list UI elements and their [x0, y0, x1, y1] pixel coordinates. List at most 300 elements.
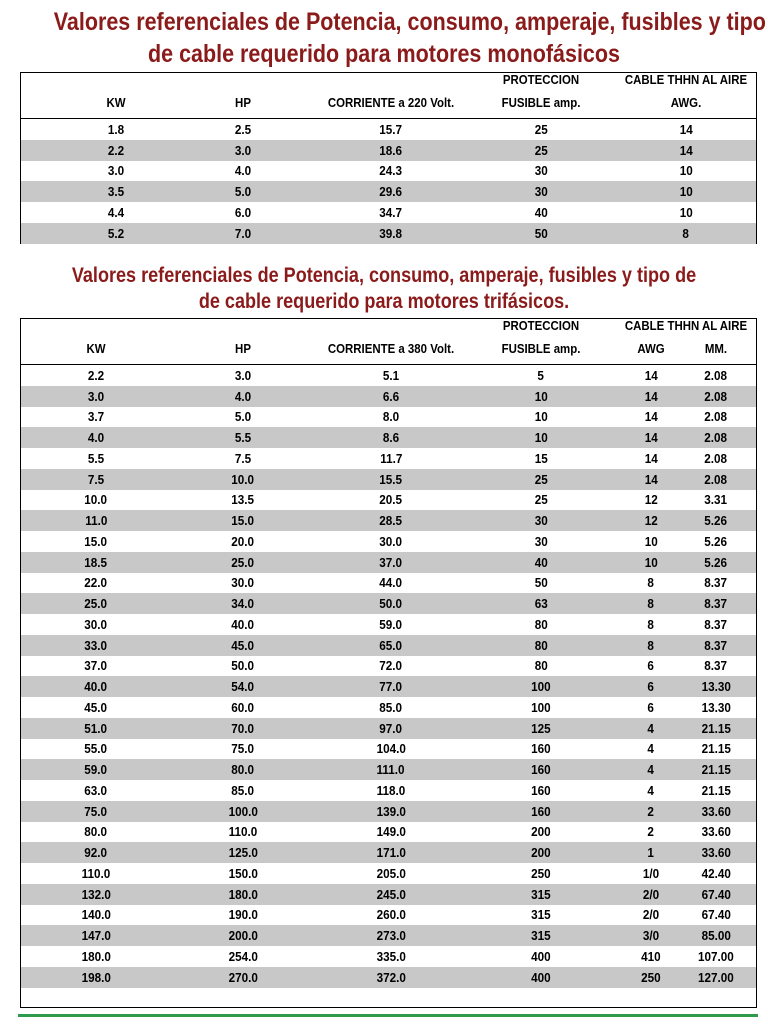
cell-value: 45.0 — [231, 637, 255, 653]
cell-value: 34.7 — [379, 205, 403, 221]
cell-value: 63.0 — [84, 782, 108, 798]
cell-value: 60.0 — [231, 699, 255, 715]
cell-value: 8 — [647, 616, 655, 632]
table-row — [21, 614, 756, 635]
cell-mm — [686, 842, 746, 863]
cell-current — [301, 697, 481, 718]
cell-value: 273.0 — [376, 928, 406, 944]
cell-value: 110.0 — [228, 824, 258, 840]
cell-value: 8.37 — [704, 575, 728, 591]
cell-value: 80 — [534, 637, 548, 653]
cell-current — [301, 759, 481, 780]
cell-current — [301, 119, 481, 140]
cell-value: 21.15 — [701, 741, 731, 757]
cell-value: 25 — [534, 471, 548, 487]
cell-current — [301, 656, 481, 677]
cell-value: 110.0 — [81, 865, 111, 881]
cell-value: 11.7 — [379, 450, 403, 466]
cell-kw — [56, 925, 136, 946]
cell-kw — [56, 593, 136, 614]
cell-protection — [481, 739, 601, 760]
cell-value: 4.0 — [87, 430, 105, 446]
cell-value: 3.0 — [107, 163, 125, 179]
cell-value: 2 — [647, 803, 655, 819]
cell-value: 14 — [644, 471, 658, 487]
cell-mm — [686, 967, 746, 988]
cell-hp — [203, 801, 283, 822]
cell-value: 30 — [534, 513, 548, 529]
table-row — [21, 656, 756, 677]
cell-awg — [621, 573, 681, 594]
cell-value: 250 — [531, 865, 551, 881]
cell-hp — [203, 531, 283, 552]
cell-mm — [686, 386, 746, 407]
cell-value: 2/0 — [642, 886, 660, 902]
cell-value: 118.0 — [376, 782, 406, 798]
table-row — [21, 490, 756, 511]
cell-protection — [481, 925, 601, 946]
cell-hp — [203, 842, 283, 863]
cell-current — [301, 448, 481, 469]
cell-awg — [621, 635, 681, 656]
cell-protection — [481, 531, 601, 552]
cell-value: 50.0 — [379, 596, 403, 612]
cell-awg — [621, 780, 681, 801]
cell-value: 40.0 — [231, 616, 255, 632]
cell-awg — [621, 427, 681, 448]
cell-value: 8.0 — [382, 409, 400, 425]
tri-title-line1: Valores referenciales de Potencia, consumo, amperaje, fusibles y tipo de — [71, 264, 697, 287]
cell-value: 147.0 — [81, 928, 111, 944]
table-row — [21, 531, 756, 552]
cell-value: 8 — [647, 596, 655, 612]
cell-value: 5.5 — [87, 450, 105, 466]
cell-value: 1.8 — [107, 121, 125, 137]
cell-value: 59.0 — [84, 762, 108, 778]
table-row — [21, 863, 756, 884]
cell-value: 111.0 — [376, 762, 405, 778]
cell-protection — [481, 573, 601, 594]
cell-mm — [686, 427, 746, 448]
tri-table-header — [21, 319, 756, 365]
cell-current — [301, 552, 481, 573]
cell-kw — [76, 202, 156, 223]
cell-hp — [203, 490, 283, 511]
cell-current — [301, 614, 481, 635]
cell-mm — [686, 635, 746, 656]
cell-value: 315 — [531, 928, 551, 944]
cell-value: 8 — [682, 225, 690, 241]
cell-protection — [481, 365, 601, 386]
cell-current — [301, 863, 481, 884]
cell-hp — [203, 469, 283, 490]
cell-value: 80.0 — [84, 824, 108, 840]
cell-mm — [686, 905, 746, 926]
header-current: CORRIENTE a 220 Volt. — [327, 95, 455, 110]
cell-value: 67.40 — [701, 886, 731, 902]
cell-value: 33.60 — [701, 824, 731, 840]
cell-hp — [203, 161, 283, 182]
cell-value: 10 — [534, 409, 548, 425]
cell-mm — [686, 614, 746, 635]
cell-hp — [203, 676, 283, 697]
cell-value: 97.0 — [379, 720, 403, 736]
cell-mm — [686, 739, 746, 760]
cell-value: 50 — [534, 575, 548, 591]
cell-protection — [481, 614, 601, 635]
cell-value: 1 — [647, 845, 655, 861]
cell-value: 14 — [679, 121, 693, 137]
cell-kw — [56, 573, 136, 594]
cell-value: 5.0 — [234, 409, 252, 425]
cell-value: 12 — [644, 513, 658, 529]
table-row — [21, 427, 756, 448]
cell-value: 149.0 — [376, 824, 406, 840]
cell-value: 25.0 — [231, 554, 255, 570]
cell-value: 160 — [531, 741, 551, 757]
cell-protection — [481, 448, 601, 469]
cell-value: 21.15 — [701, 762, 731, 778]
cell-value: 125.0 — [228, 845, 258, 861]
cell-kw — [56, 407, 136, 428]
cell-hp — [203, 181, 283, 202]
cell-kw — [56, 842, 136, 863]
cell-kw — [76, 140, 156, 161]
cell-value: 28.5 — [379, 513, 403, 529]
cell-kw — [56, 967, 136, 988]
cell-value: 260.0 — [376, 907, 406, 923]
cell-mm — [686, 863, 746, 884]
cell-value: 13.5 — [231, 492, 255, 508]
table-row — [21, 119, 756, 140]
cell-hp — [203, 718, 283, 739]
cell-value: 5.0 — [234, 184, 252, 200]
cell-protection — [481, 552, 601, 573]
cell-hp — [203, 946, 283, 967]
cell-mm — [686, 552, 746, 573]
cell-value: 2/0 — [642, 907, 660, 923]
cell-value: 8.37 — [704, 596, 728, 612]
header-cable-awg: AWG. — [670, 95, 702, 110]
cell-value: 315 — [531, 907, 551, 923]
cell-hp — [203, 863, 283, 884]
cell-value: 245.0 — [376, 886, 406, 902]
mono-table — [20, 72, 757, 244]
cell-awg — [621, 718, 681, 739]
cell-value: 18.6 — [379, 142, 403, 158]
header-hp: HP — [235, 341, 251, 356]
cell-value: 13.30 — [701, 679, 731, 695]
cell-value: 59.0 — [379, 616, 403, 632]
cell-kw — [56, 614, 136, 635]
cell-value: 6.0 — [234, 205, 252, 221]
cell-current — [301, 842, 481, 863]
cell-current — [301, 905, 481, 926]
cell-value: 3.5 — [107, 184, 125, 200]
header-cable-awg: AWG — [637, 341, 665, 356]
cell-value: 2.08 — [704, 450, 728, 466]
cell-awg — [621, 531, 681, 552]
tri-title-line2: de cable requerido para motores trifásicos. — [198, 290, 570, 313]
cell-value: 139.0 — [376, 803, 406, 819]
table-row — [21, 801, 756, 822]
table-row — [21, 552, 756, 573]
cell-protection — [481, 697, 601, 718]
cell-protection — [481, 181, 601, 202]
cell-value: 2.08 — [704, 388, 728, 404]
mono-table-header — [21, 73, 756, 119]
cell-hp — [203, 140, 283, 161]
cell-kw — [56, 656, 136, 677]
cell-value: 3.7 — [87, 409, 105, 425]
cell-value: 6.6 — [382, 388, 400, 404]
cell-value: 10 — [679, 205, 693, 221]
table-row — [21, 469, 756, 490]
cell-current — [301, 635, 481, 656]
cell-value: 3.31 — [704, 492, 728, 508]
cell-value: 4 — [647, 762, 655, 778]
cell-value: 160 — [531, 803, 551, 819]
cell-protection — [481, 967, 601, 988]
cell-protection — [481, 490, 601, 511]
cell-value: 33.0 — [84, 637, 108, 653]
cell-kw — [56, 552, 136, 573]
cell-value: 254.0 — [228, 948, 258, 964]
cell-value: 127.00 — [698, 969, 734, 985]
cell-protection — [481, 759, 601, 780]
cell-current — [301, 718, 481, 739]
header-current: CORRIENTE a 380 Volt. — [327, 341, 455, 356]
cell-mm — [686, 780, 746, 801]
cell-value: 6 — [647, 658, 655, 674]
cell-value: 22.0 — [84, 575, 108, 591]
cell-current — [301, 510, 481, 531]
cell-value: 3/0 — [642, 928, 660, 944]
cell-value: 2.08 — [704, 471, 728, 487]
cell-protection — [481, 223, 601, 244]
cell-value: 54.0 — [231, 679, 255, 695]
cell-hp — [203, 925, 283, 946]
cell-kw — [56, 448, 136, 469]
cell-awg — [621, 614, 681, 635]
cell-value: 21.15 — [701, 720, 731, 736]
cell-mm — [686, 531, 746, 552]
cell-kw — [56, 801, 136, 822]
cell-value: 30.0 — [379, 533, 403, 549]
cell-value: 3.0 — [234, 142, 252, 158]
header-cable-mm: MM. — [704, 341, 728, 356]
cell-mm — [686, 573, 746, 594]
cell-current — [301, 946, 481, 967]
cell-kw — [56, 490, 136, 511]
cell-value: 200 — [531, 845, 551, 861]
cell-hp — [203, 967, 283, 988]
cell-value: 150.0 — [228, 865, 258, 881]
cell-hp — [203, 780, 283, 801]
cell-awg — [621, 407, 681, 428]
table-row — [21, 780, 756, 801]
cell-awg — [621, 967, 681, 988]
cell-mm — [686, 593, 746, 614]
cell-value: 7.5 — [234, 450, 252, 466]
cell-value: 24.3 — [379, 163, 403, 179]
cell-value: 2.08 — [704, 367, 728, 383]
cell-value: 5 — [537, 367, 545, 383]
cell-current — [301, 967, 481, 988]
cell-kw — [56, 386, 136, 407]
cell-value: 160 — [531, 782, 551, 798]
cell-value: 10 — [644, 554, 658, 570]
cell-kw — [56, 780, 136, 801]
cell-value: 10 — [679, 184, 693, 200]
cell-awg — [621, 759, 681, 780]
table-row — [21, 448, 756, 469]
cell-mm — [686, 759, 746, 780]
cell-kw — [56, 905, 136, 926]
cell-value: 372.0 — [376, 969, 406, 985]
cell-hp — [203, 119, 283, 140]
cell-value: 100 — [531, 679, 551, 695]
cell-value: 4 — [647, 782, 655, 798]
cell-value: 39.8 — [379, 225, 403, 241]
cell-value: 25 — [534, 142, 548, 158]
cell-value: 72.0 — [379, 658, 403, 674]
cell-hp — [203, 407, 283, 428]
cell-value: 50 — [534, 225, 548, 241]
cell-value: 77.0 — [379, 679, 403, 695]
cell-value: 335.0 — [376, 948, 406, 964]
cell-value: 410 — [641, 948, 661, 964]
cell-value: 5.5 — [234, 430, 252, 446]
cell-awg — [621, 365, 681, 386]
header-protection-top: PROTECCION — [502, 318, 580, 333]
cell-value: 40.0 — [84, 679, 108, 695]
cell-hp — [203, 593, 283, 614]
cell-value: 34.0 — [231, 596, 255, 612]
cell-hp — [203, 739, 283, 760]
cell-awg — [621, 469, 681, 490]
cell-value: 200 — [531, 824, 551, 840]
table-row — [21, 635, 756, 656]
table-row — [21, 739, 756, 760]
cell-protection — [481, 635, 601, 656]
cell-value: 20.0 — [231, 533, 255, 549]
cell-value: 33.60 — [701, 845, 731, 861]
cell-value: 140.0 — [81, 907, 111, 923]
cell-value: 70.0 — [231, 720, 255, 736]
table-row — [21, 386, 756, 407]
cell-value: 3.0 — [87, 388, 105, 404]
cell-value: 4.0 — [234, 388, 252, 404]
cell-hp — [203, 759, 283, 780]
cell-value: 51.0 — [84, 720, 108, 736]
header-protection-top: PROTECCION — [502, 72, 580, 87]
cell-kw — [56, 510, 136, 531]
cell-kw — [56, 759, 136, 780]
cell-current — [301, 531, 481, 552]
cell-value: 171.0 — [376, 845, 406, 861]
cell-value: 100 — [531, 699, 551, 715]
cell-awg — [621, 593, 681, 614]
cell-hp — [203, 386, 283, 407]
cell-value: 125 — [531, 720, 551, 736]
cell-value: 15.0 — [231, 513, 255, 529]
cell-value: 10 — [534, 430, 548, 446]
cell-awg — [621, 676, 681, 697]
cell-value: 30 — [534, 533, 548, 549]
table-row — [21, 967, 756, 988]
cell-mm — [686, 946, 746, 967]
cell-value: 85.00 — [701, 928, 731, 944]
table-row — [21, 140, 756, 161]
cell-hp — [203, 656, 283, 677]
cell-value: 198.0 — [81, 969, 111, 985]
cell-current — [301, 801, 481, 822]
cell-awg — [606, 161, 766, 182]
cell-hp — [203, 884, 283, 905]
cell-awg — [621, 739, 681, 760]
cell-mm — [686, 801, 746, 822]
table-row — [21, 407, 756, 428]
header-cable-top: CABLE THHN AL AIRE — [624, 318, 748, 333]
cell-value: 200.0 — [228, 928, 258, 944]
cell-value: 1/0 — [642, 865, 660, 881]
cell-protection — [481, 946, 601, 967]
cell-value: 45.0 — [84, 699, 108, 715]
cell-value: 8.6 — [382, 430, 400, 446]
cell-value: 8.37 — [704, 637, 728, 653]
cell-mm — [686, 718, 746, 739]
cell-value: 25.0 — [84, 596, 108, 612]
cell-value: 44.0 — [379, 575, 403, 591]
cell-value: 6 — [647, 679, 655, 695]
cell-value: 7.0 — [234, 225, 252, 241]
cell-value: 85.0 — [231, 782, 255, 798]
cell-awg — [606, 119, 766, 140]
cell-kw — [56, 697, 136, 718]
cell-value: 10 — [644, 533, 658, 549]
cell-current — [301, 822, 481, 843]
cell-value: 5.26 — [704, 513, 728, 529]
table-row — [21, 223, 756, 244]
cell-value: 50.0 — [231, 658, 255, 674]
cell-hp — [203, 614, 283, 635]
cell-value: 75.0 — [84, 803, 108, 819]
cell-current — [301, 676, 481, 697]
table-row — [21, 181, 756, 202]
cell-mm — [686, 469, 746, 490]
cell-current — [301, 365, 481, 386]
table-row — [21, 759, 756, 780]
cell-awg — [621, 510, 681, 531]
cell-value: 270.0 — [228, 969, 258, 985]
cell-protection — [481, 905, 601, 926]
cell-value: 4 — [647, 741, 655, 757]
cell-awg — [621, 884, 681, 905]
cell-value: 5.26 — [704, 533, 728, 549]
cell-kw — [56, 946, 136, 967]
cell-current — [301, 223, 481, 244]
cell-value: 10 — [534, 388, 548, 404]
cell-value: 2.08 — [704, 409, 728, 425]
cell-value: 180.0 — [228, 886, 258, 902]
cell-mm — [686, 407, 746, 428]
cell-value: 29.6 — [379, 184, 403, 200]
cell-value: 40 — [534, 554, 548, 570]
cell-value: 42.40 — [701, 865, 731, 881]
cell-value: 2.08 — [704, 430, 728, 446]
cell-kw — [76, 223, 156, 244]
